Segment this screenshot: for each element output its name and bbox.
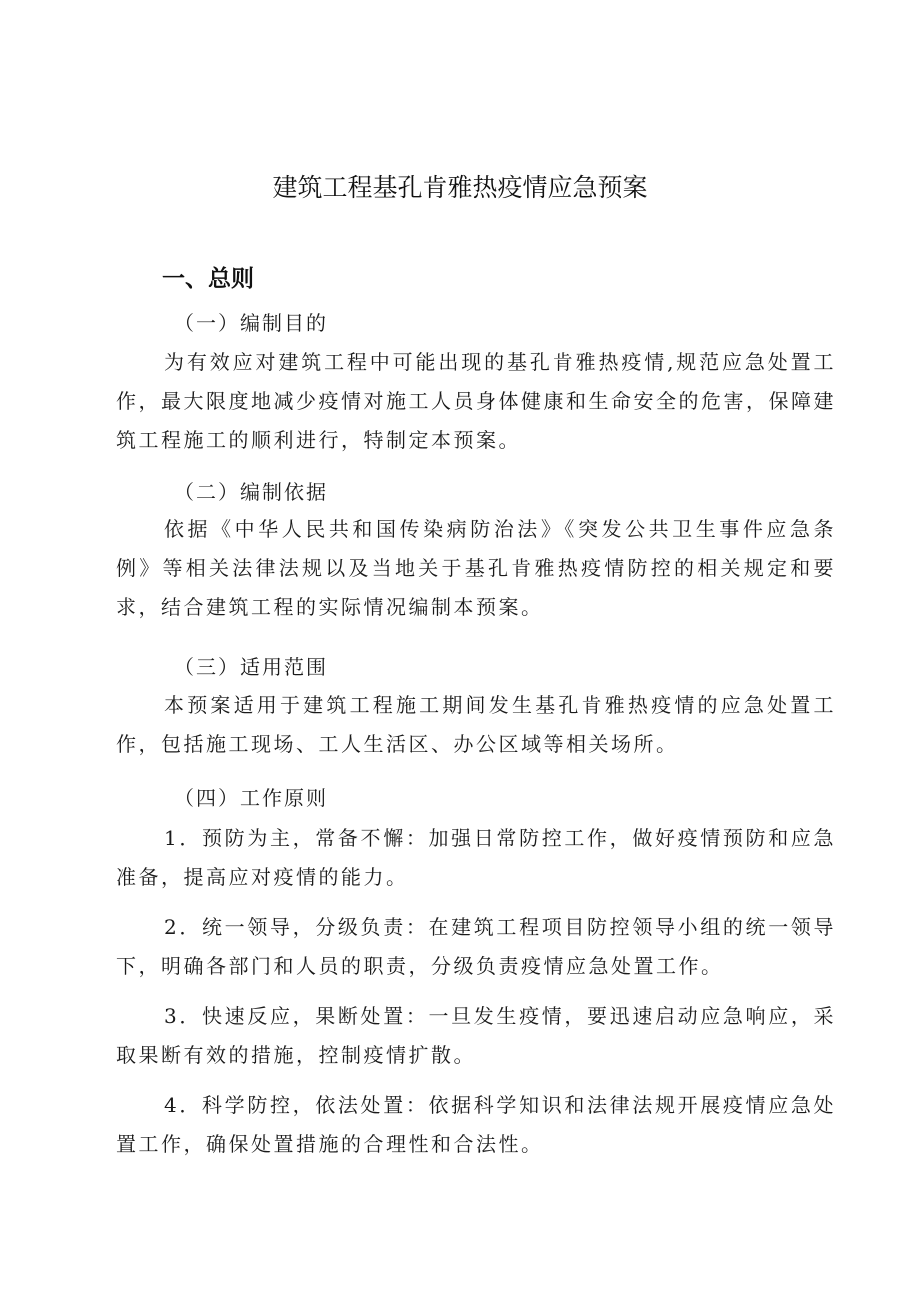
principle-item-1: 1．预防为主，常备不懈：加强日常防控工作，做好疫情预防和应急准备，提高应对疫情的能力。: [116, 826, 836, 889]
subsection-heading-basis: （二）编制依据: [174, 480, 328, 504]
subsection-heading-scope: （三）适用范围: [174, 655, 328, 679]
paragraph-purpose: 为有效应对建筑工程中可能出现的基孔肯雅热疫情,规范应急处置工作，最大限度地减少疫情对施工人员身体健康和生命安全的危害，保障建筑工程施工的顺利进行，特制定本预案。: [116, 350, 836, 452]
principle-item-3: 3．快速反应，果断处置：一旦发生疫情，要迅速启动应急响应，采取果断有效的措施，控制疫情扩散。: [116, 1004, 836, 1067]
paragraph-scope: 本预案适用于建筑工程施工期间发生基孔肯雅热疫情的应急处置工作，包括施工现场、工人生活区、办公区域等相关场所。: [116, 693, 836, 756]
paragraph-basis: 依据《中华人民共和国传染病防治法》《突发公共卫生事件应急条例》等相关法律法规以及当地关于基孔肯雅热疫情防控的相关规定和要求，结合建筑工程的实际情况编制本预案。: [116, 517, 836, 619]
principle-item-4: 4．科学防控，依法处置：依据科学知识和法律法规开展疫情应急处置工作，确保处置措施的合理性和合法性。: [116, 1093, 836, 1156]
subsection-heading-principles: （四）工作原则: [174, 786, 328, 810]
document-title: 建筑工程基孔肯雅热疫情应急预案: [272, 173, 648, 202]
principle-item-2: 2．统一领导，分级负责：在建筑工程项目防控领导小组的统一领导下，明确各部门和人员的职责，分级负责疫情应急处置工作。: [116, 915, 836, 978]
section-heading-general: 一、总则: [162, 266, 254, 292]
subsection-heading-purpose: （一）编制目的: [174, 311, 328, 335]
